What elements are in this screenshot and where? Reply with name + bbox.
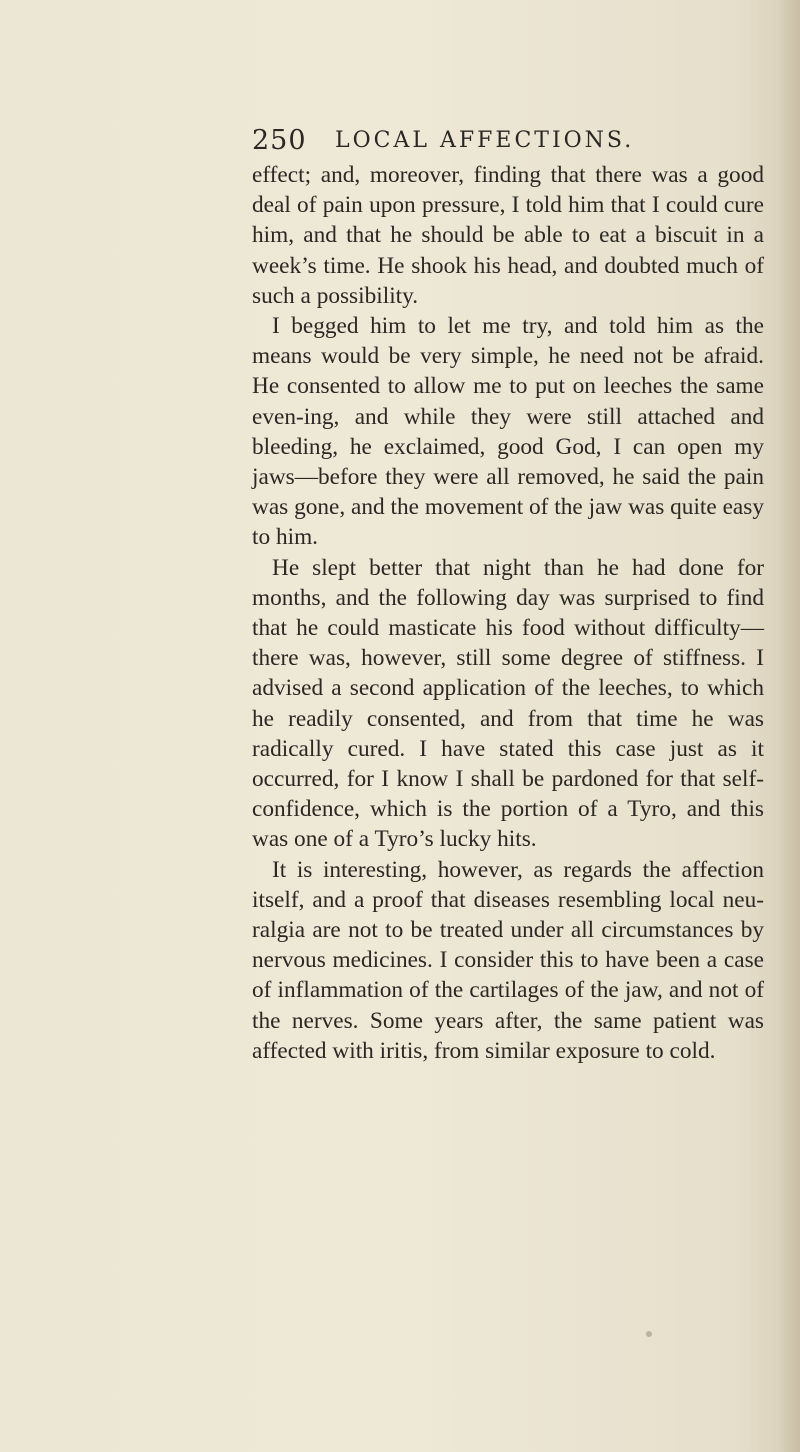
paragraph-4: It is interesting, however, as regards the affection itself, and a proof that diseases resembling local neu-ralgia are not to be treated under all circumstances by nervous medicines. I consider this to have been a case of inflammation of the cartilages of the jaw, and not of the nerves. Some years after, the same patient was affected with iritis, from similar exposure to cold. <box>252 856 764 1064</box>
paragraph-2: I begged him to let me try, and told him as the means would be very simple, he need not be afraid. He consented to allow me to put on leeches the same even-ing, and while they were still attached and bleeding, he exclaimed, good God, I can open my jaws—before they were all removed, he said the pain was gone, and the movement of the jaw was quite easy to him. <box>252 313 764 551</box>
paper-speck <box>646 1331 652 1337</box>
paragraph-1: effect; and, moreover, finding that there was a good deal of pain upon pressure, I told him that I could cure him, and that he should be able to eat a biscuit in a week’s time. He shook his head, and doubted much of such a possibility. <box>252 162 764 309</box>
page-number: 250 <box>252 125 307 156</box>
paragraph-3: He slept better that night than he had done for months, and the following day was surprised to find that he could masticate his food without difficulty—there was, however, still some degree of stiffness. I advised a second application of the leeches, to which he readily consented, and from that time he was radically cured. I have stated this case just as it occurred, for I know I shall be pardoned for that self-confidence, which is the portion of a Tyro, and this was one of a Tyro’s lucky hits. <box>252 554 764 853</box>
page-edge-shadow <box>778 0 800 1452</box>
body-text <box>252 160 764 1066</box>
running-head: LOCAL AFFECTIONS. <box>335 128 635 153</box>
